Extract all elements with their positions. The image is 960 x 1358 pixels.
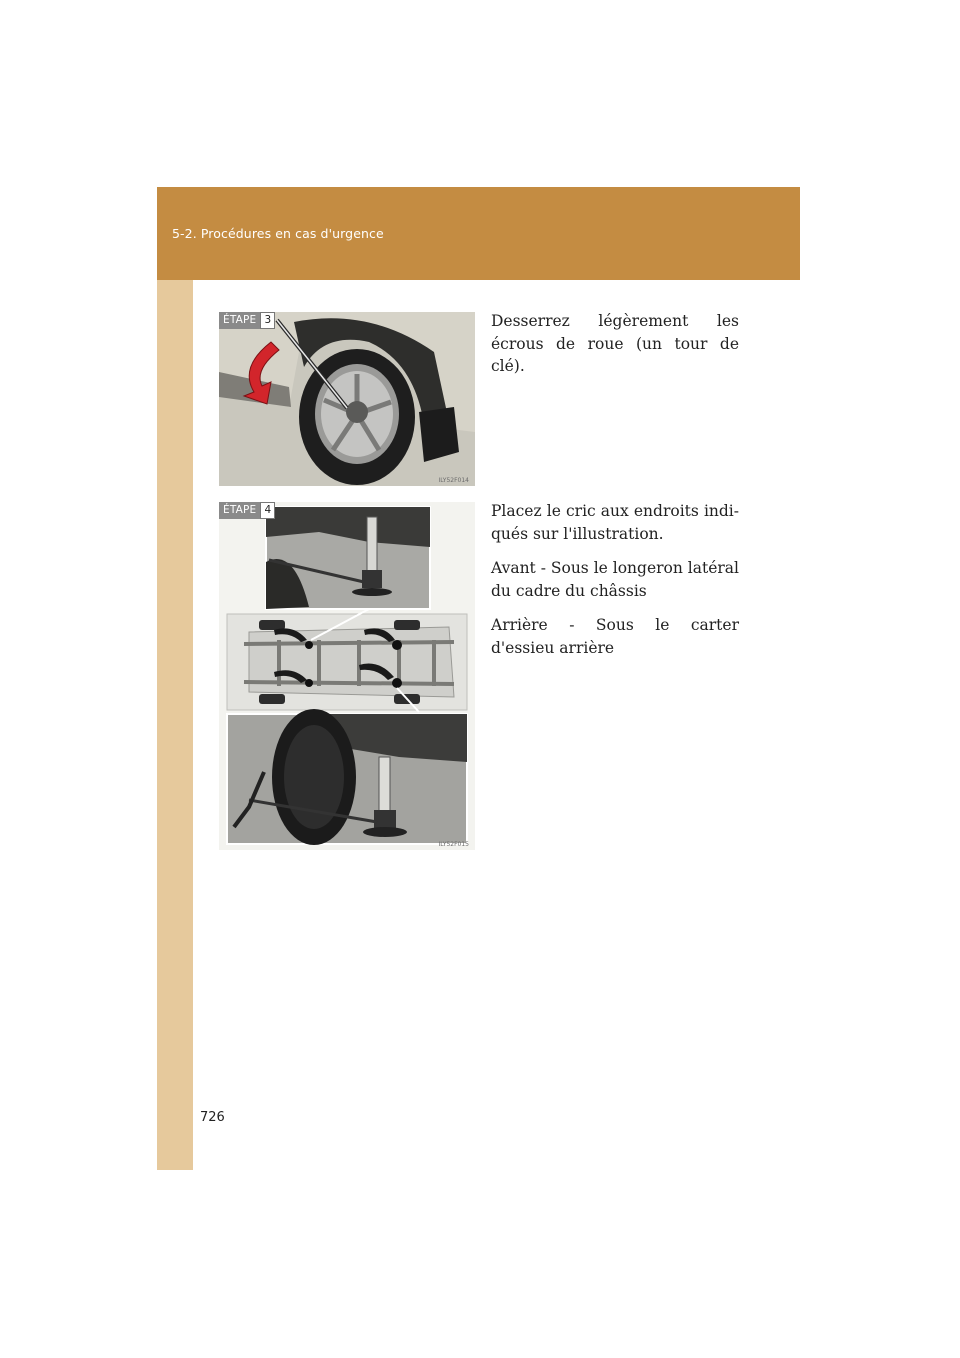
- step-tag: [219, 502, 275, 519]
- page-number: 726: [200, 1110, 225, 1125]
- step-tag: [219, 312, 275, 329]
- step-4-paragraph-1: Placez le cric aux endroits indi-qués sur l'illustration.: [491, 502, 739, 543]
- figure-jack-positions: [219, 502, 475, 850]
- section-title: 5-2. Procédures en cas d'urgence: [172, 226, 384, 241]
- step-3-text: [491, 310, 739, 390]
- figure-code: ILY52F015: [438, 841, 469, 848]
- figure-loosen-wheel-nuts: [219, 312, 475, 486]
- side-strip: [157, 187, 193, 1170]
- jack-positions-illustration: [219, 502, 475, 850]
- step-tag-word: ÉTAPE: [219, 312, 260, 329]
- step-4-text: [491, 500, 739, 671]
- step-4-paragraph-2: Avant - Sous le longeron latéral du cadre du châssis: [491, 559, 739, 600]
- step-tag-number: 3: [260, 312, 275, 329]
- step-4-paragraph-3: Arrière - Sous le carter d'essieu arrière: [491, 616, 739, 657]
- step-tag-word: ÉTAPE: [219, 502, 260, 519]
- wheel-wrench-illustration: [219, 312, 475, 486]
- figure-code: ILY52F014: [438, 477, 469, 484]
- step-tag-number: 4: [260, 502, 275, 519]
- step-3-paragraph: Desserrez légèrement les écrous de roue (un tour de clé).: [491, 312, 739, 375]
